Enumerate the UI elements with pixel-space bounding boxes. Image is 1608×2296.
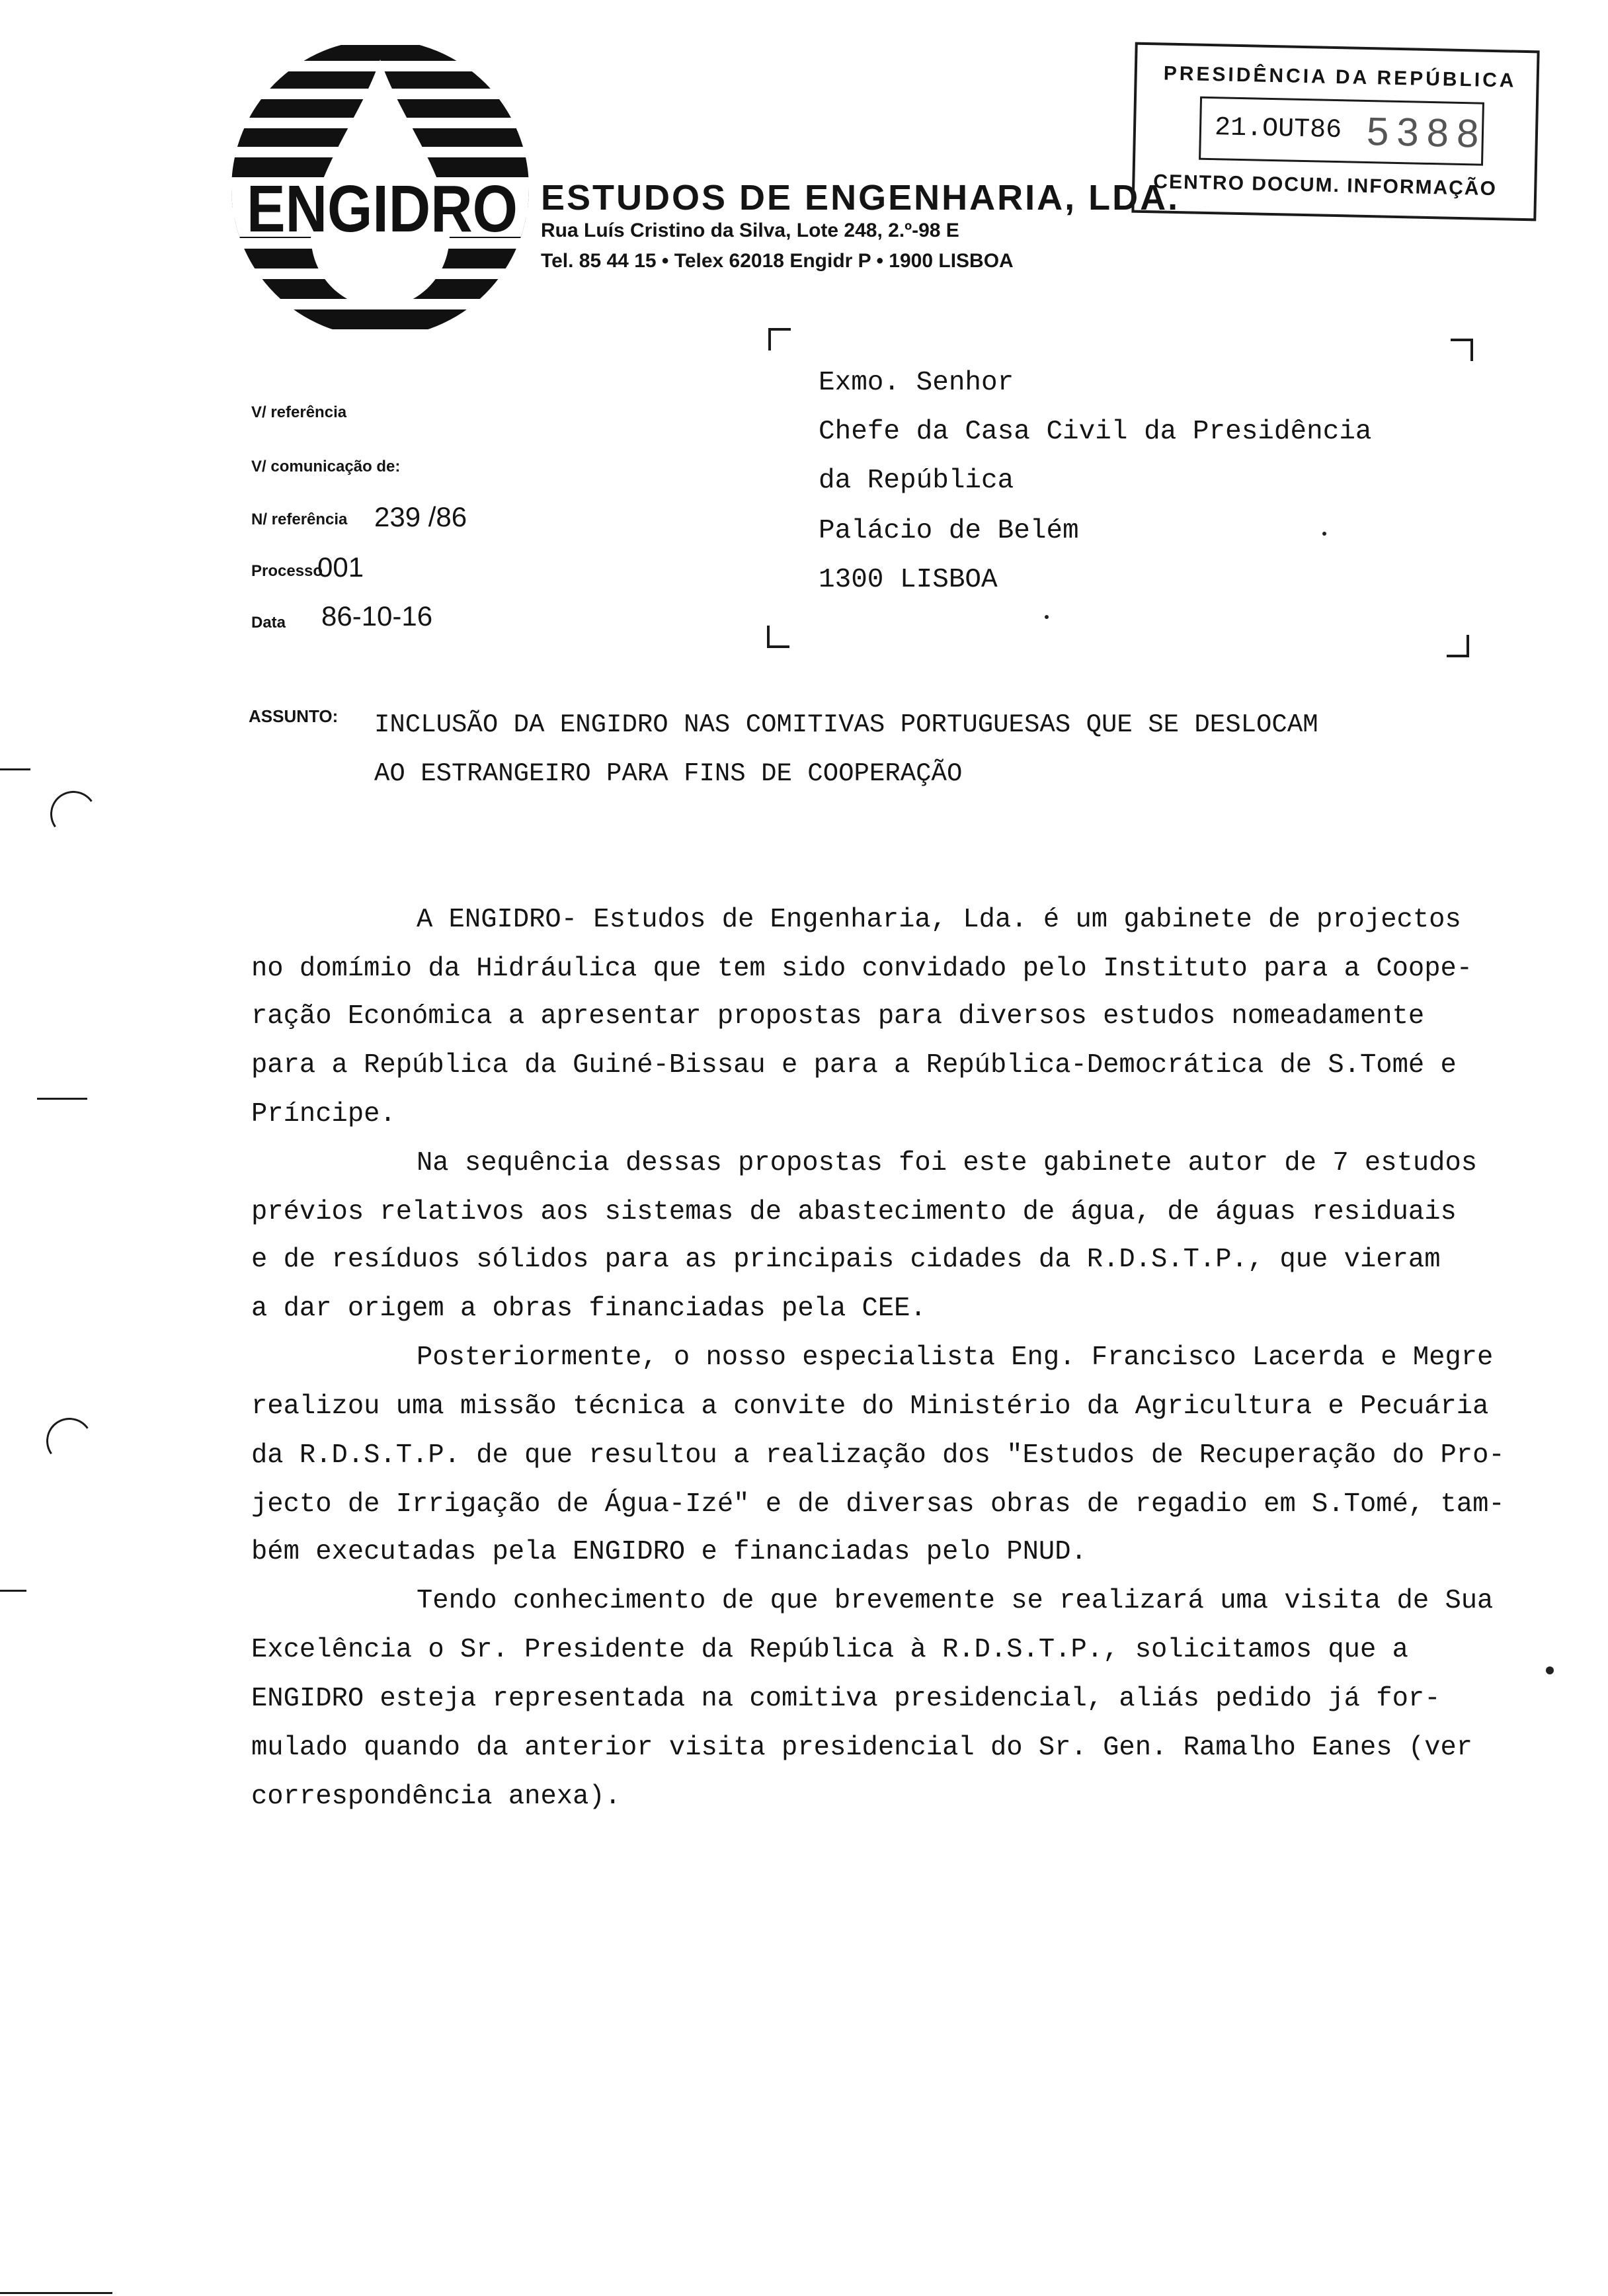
stamp-date: 21.OUT86 (1214, 113, 1342, 146)
date-value: 86-10-16 (321, 600, 433, 632)
subject-label: ASSUNTO: (249, 706, 339, 726)
body-line: realizou uma missão técnica a convite do Ministério da Agricultura e Pecuária (251, 1391, 1489, 1422)
company-address: Rua Luís Cristino da Silva, Lote 248, 2.º-98 E (541, 220, 959, 241)
punch-hole-mark (46, 787, 100, 840)
recipient-line: da República (819, 466, 1014, 496)
address-corner-mark (767, 626, 789, 648)
stamp-number: 5388 (1366, 108, 1488, 156)
your-communication-label: V/ comunicação de: (251, 458, 401, 475)
edge-mark (0, 2292, 112, 2294)
body-line: no domímio da Hidráulica que tem sido convidado pelo Instituto para a Coope- (251, 954, 1473, 984)
body-line: bém executadas pela ENGIDRO e financiadas pelo PNUD. (251, 1537, 1087, 1567)
punch-hole-mark (42, 1414, 96, 1467)
subject-line: AO ESTRANGEIRO PARA FINS DE COOPERAÇÃO (374, 759, 963, 788)
company-contacts: Tel. 85 44 15 • Telex 62018 Engidr P • 1900 LISBOA (541, 250, 1014, 272)
body-line: Excelência o Sr. Presidente da República à R.D.S.T.P., solicitamos que a (251, 1635, 1408, 1665)
scan-speck (1546, 1666, 1554, 1674)
recipient-line: 1300 LISBOA (819, 565, 998, 595)
address-corner-mark (1451, 339, 1473, 361)
engidro-logo (225, 33, 536, 344)
process-label: Processo (251, 562, 323, 580)
address-corner-mark (1447, 635, 1469, 657)
stamp-header: PRESIDÊNCIA DA REPÚBLICA (1163, 62, 1517, 92)
your-reference-label: V/ referência (251, 403, 347, 421)
stamp-footer: CENTRO DOCUM. INFORMAÇÃO (1153, 171, 1498, 200)
scan-speck (1322, 532, 1326, 536)
body-line: Príncipe. (251, 1099, 396, 1129)
body-line: Na sequência dessas propostas foi este gabinete autor de 7 estudos (417, 1148, 1478, 1178)
stamp-date-box (1199, 97, 1488, 166)
recipient-line: Palácio de Belém (819, 516, 1079, 546)
recipient-line: Chefe da Casa Civil da Presidência (819, 417, 1372, 447)
address-corner-mark (768, 328, 791, 350)
body-line: Tendo conhecimento de que brevemente se realizará uma visita de Sua (417, 1586, 1494, 1616)
body-line: correspondência anexa). (251, 1782, 621, 1812)
body-line: para a República da Guiné-Bissau e para a República-Democrática de S.Tomé e (251, 1050, 1457, 1081)
body-line: mulado quando da anterior visita presidencial do Sr. Gen. Ramalho Eanes (ver (251, 1733, 1473, 1763)
body-line: ração Económica a apresentar propostas para diversos estudos nomeadamente (251, 1001, 1425, 1032)
fold-mark (37, 1098, 87, 1100)
company-name: ESTUDOS DE ENGENHARIA, LDA. (541, 178, 1180, 218)
body-line: jecto de Irrigação de Água-Izé" e de diversas obras de regadio em S.Tomé, tam- (251, 1489, 1505, 1520)
process-value: 001 (317, 552, 364, 583)
fold-mark (0, 768, 30, 770)
subject-line: INCLUSÃO DA ENGIDRO NAS COMITIVAS PORTUGUESAS QUE SE DESLOCAM (374, 710, 1318, 739)
body-line: prévios relativos aos sistemas de abastecimento de água, de águas residuais (251, 1197, 1457, 1227)
receipt-stamp (1131, 42, 1539, 222)
body-line: a dar origem a obras financiadas pela CEE. (251, 1293, 926, 1324)
body-line: Posteriormente, o nosso especialista Eng. Francisco Lacerda e Megre (417, 1342, 1494, 1373)
date-label: Data (251, 614, 286, 632)
body-line: da R.D.S.T.P. de que resultou a realização dos "Estudos de Recuperação do Pro- (251, 1440, 1505, 1471)
fold-mark (0, 1590, 26, 1592)
our-reference-value: 239 /86 (374, 501, 467, 532)
body-line: ENGIDRO esteja representada na comitiva presidencial, aliás pedido já for- (251, 1684, 1441, 1714)
scan-speck (1045, 615, 1049, 619)
body-line: A ENGIDRO- Estudos de Engenharia, Lda. é um gabinete de projectos (417, 905, 1461, 935)
logo-wordmark: ENGIDRO (247, 172, 518, 246)
recipient-salutation: Exmo. Senhor (819, 368, 1014, 398)
body-line: e de resíduos sólidos para as principais cidades da R.D.S.T.P., que vieram (251, 1245, 1441, 1275)
our-reference-label: N/ referência (251, 511, 348, 528)
